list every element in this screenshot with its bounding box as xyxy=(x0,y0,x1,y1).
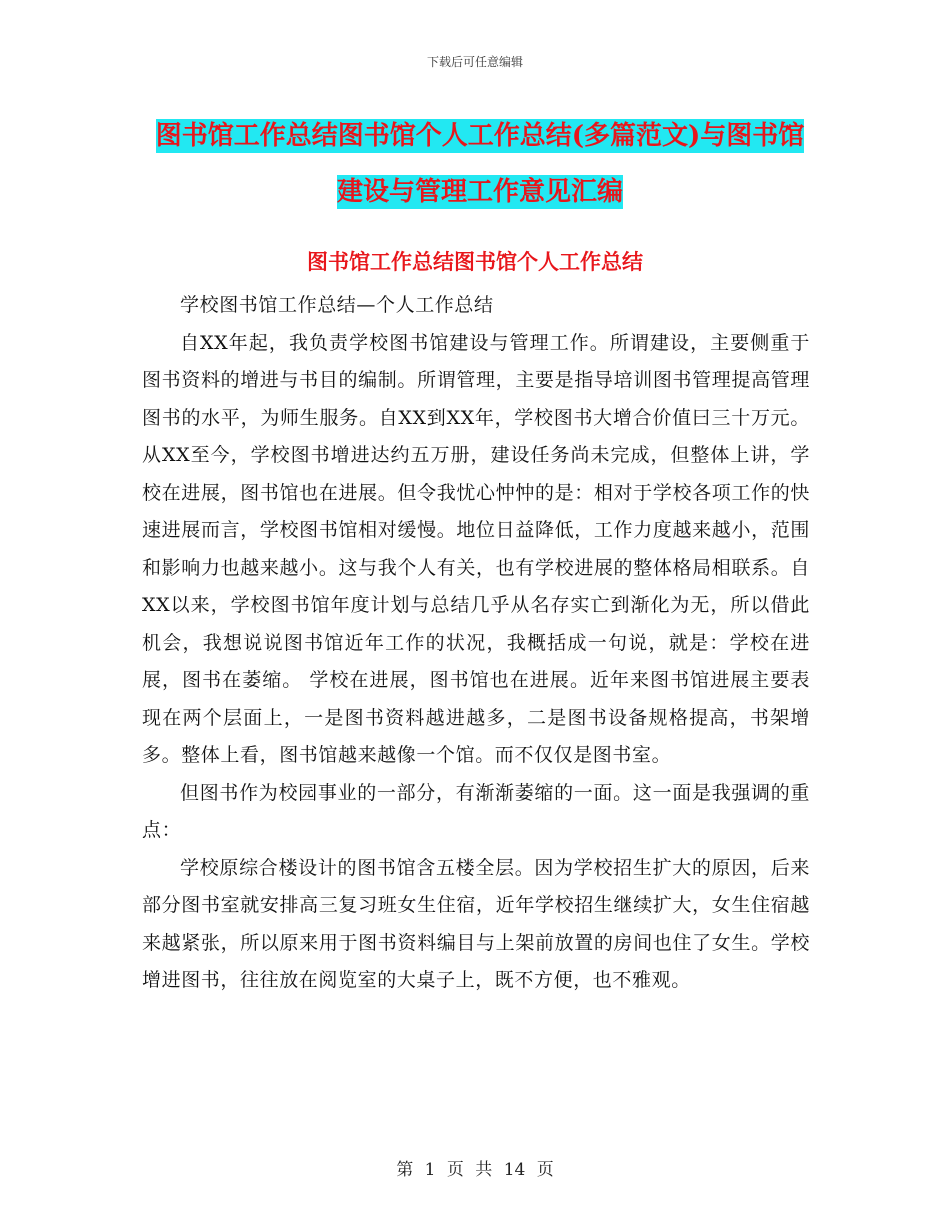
paragraph: 自XX年起，我负责学校图书馆建设与管理工作。所谓建设，主要侧重于图书资料的增进与书目的编制。所谓管理，主要是指导培训图书管理提高管理图书的水平，为师生服务。自XX到XX年，学校图书大增合价值曰三十万元。从XX至今，学校图书增进达约五万册，建设任务尚未完成，但整体上讲，学校在进展，图书馆也在进展。但令我忧心忡忡的是：相对于学校各项工作的快速进展而言，学校图书馆相对缓慢。地位日益降低，工作力度越来越小，范围和影响力也越来越小。这与我个人有关，也有学校进展的整体格局相联系。自XX以来，学校图书馆年度计划与总结几乎从名存实亡到渐化为无，所以借此机会，我想说说图书馆近年工作的状况，我概括成一句说，就是：学校在进展，图书在萎缩。 学校在进展，图书馆也在进展。近年来图书馆进展主要表现在两个层面上，一是图书资料越进越多，二是图书设备规格提高，书架增多。整体上看，图书馆越来越像一个馆。而不仅仅是图书室。 xyxy=(142,331,810,766)
document-title-text: 图书馆工作总结图书馆个人工作总结(多篇范文)与图书馆建设与管理工作意见汇编 xyxy=(155,121,805,207)
body-text xyxy=(142,287,810,1000)
page-number: 第 1 页 共 14 页 xyxy=(396,1160,554,1180)
header-note: 下载后可任意编辑 xyxy=(426,55,523,69)
section-title: 图书馆工作总结图书馆个人工作总结 xyxy=(307,249,643,274)
paragraph: 但图书作为校园事业的一部分，有渐渐萎缩的一面。这一面是我强调的重点： xyxy=(142,781,810,841)
paragraph: 学校图书馆工作总结—个人工作总结 xyxy=(180,294,494,316)
document-title xyxy=(150,108,810,220)
paragraph: 学校原综合楼设计的图书馆含五楼全层。因为学校招生扩大的原因，后来部分图书室就安排高三复习班女生住宿，近年学校招生继续扩大，女生住宿越来越紧张，所以原来用于图书资料编目与上架前放置的房间也住了女生。学校增进图书，往往放在阅览室的大桌子上，既不方便，也不雅观。 xyxy=(142,856,810,991)
